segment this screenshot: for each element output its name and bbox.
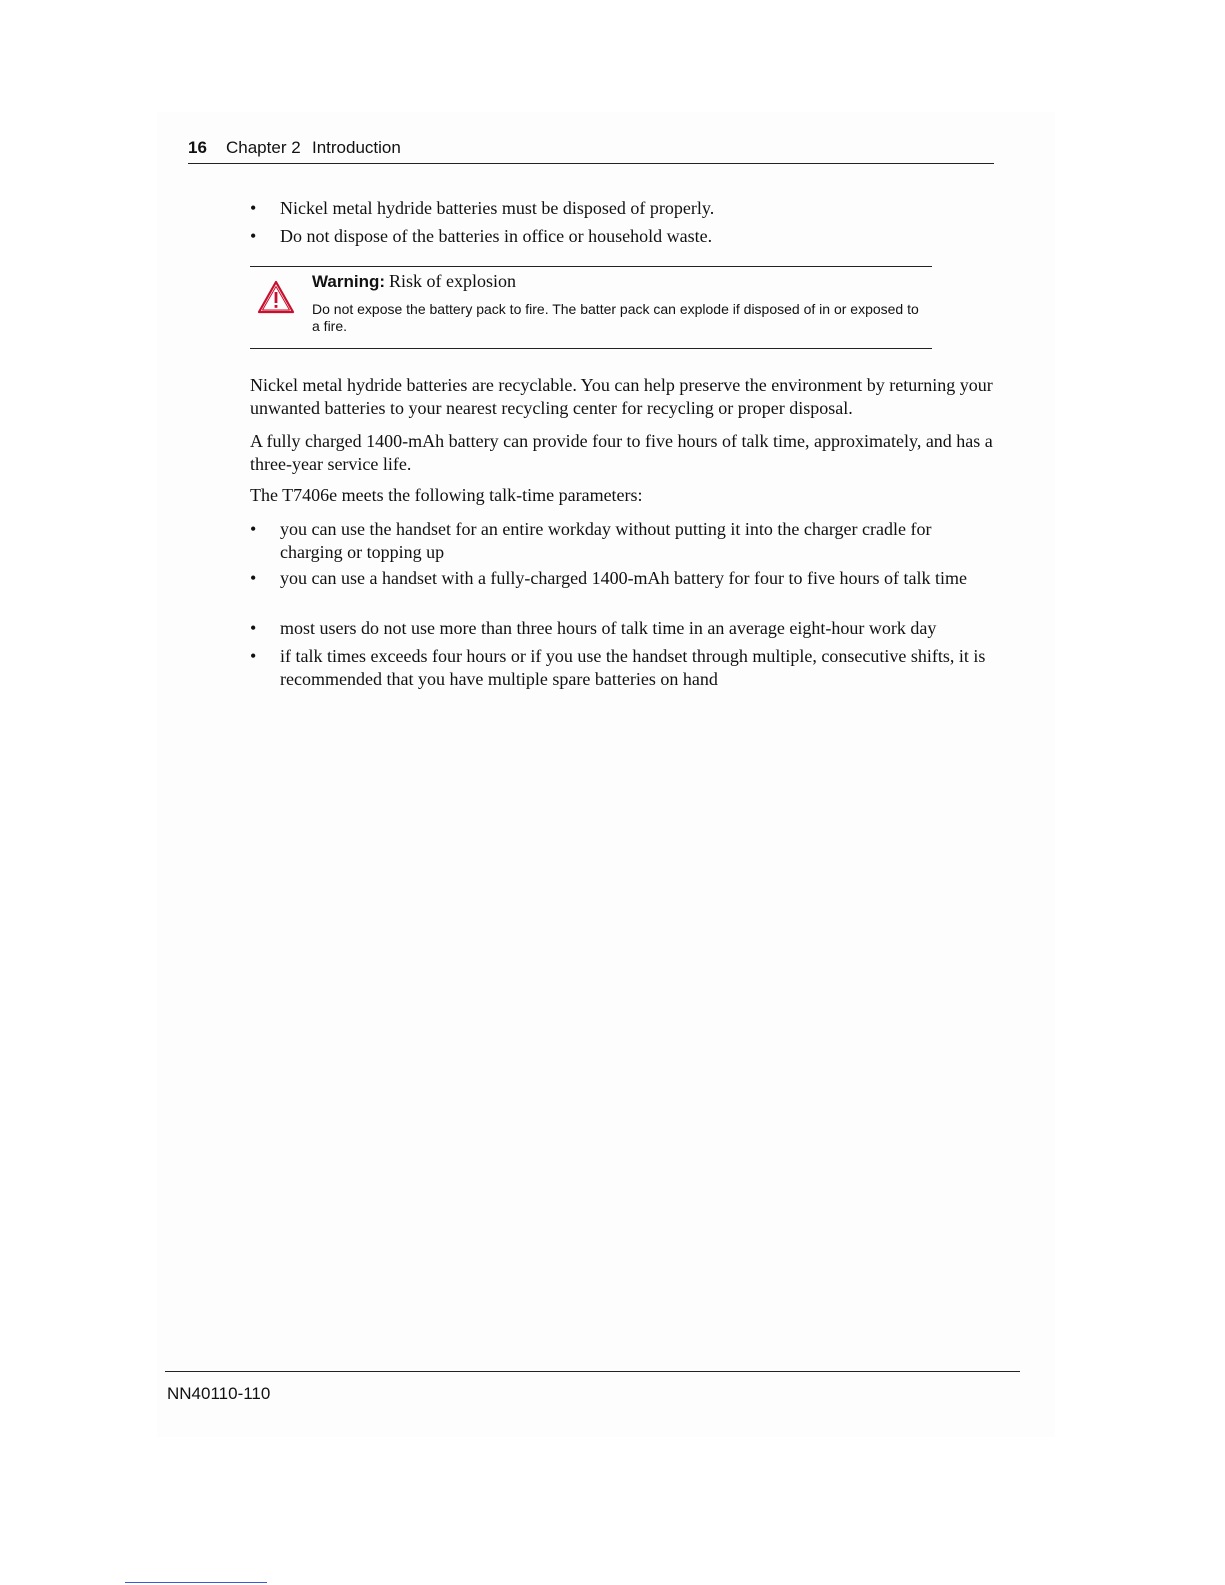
warning-heading [312,271,516,292]
chapter-label: Chapter 2 [226,138,301,157]
list-item-text: Nickel metal hydride batteries must be disposed of properly. [280,198,715,218]
bullet-icon: • [250,198,257,218]
list-item-text: if talk times exceeds four hours or if you use the handset through multiple, consecutive shifts, it is recommended that you have multiple spare batteries on hand [280,646,986,689]
paragraph: The T7406e meets the following talk-time parameters: [250,485,643,505]
warning-title: Risk of explosion [389,271,517,291]
bullet-icon: • [250,519,257,539]
warning-triangle-icon [257,280,295,314]
page-number: 16 [188,138,207,157]
warning-notice [250,266,932,349]
page-footer [165,1371,1020,1403]
paragraph: Nickel metal hydride batteries are recyclable. You can help preserve the environment by returning your unwanted batteries to your nearest recycling center for recycling or proper disposal. [250,375,993,418]
bullet-icon: • [250,618,257,638]
paragraph: A fully charged 1400-mAh battery can provide four to five hours of talk time, approximately, and has a three-year service life. [250,431,993,474]
page-header [188,136,994,164]
link-underline[interactable] [125,1582,267,1583]
warning-body: Do not expose the battery pack to fire. The batter pack can explode if disposed of in or exposed to a fire. [312,301,919,334]
bullet-icon: • [250,568,257,588]
list-item-text: most users do not use more than three hours of talk time in an average eight-hour work day [280,618,937,638]
bullet-icon: • [250,226,257,246]
list-item-text: you can use the handset for an entire workday without putting it into the charger cradle for charging or topping up [280,519,932,562]
warning-label: Warning: [312,272,386,291]
list-item-text: you can use a handset with a fully-charged 1400-mAh battery for four to five hours of talk time [280,568,967,588]
section-title: Introduction [312,138,401,157]
list-item-text: Do not dispose of the batteries in office or household waste. [280,226,713,246]
document-number: NN40110-110 [167,1384,271,1403]
bullet-icon: • [250,646,257,666]
